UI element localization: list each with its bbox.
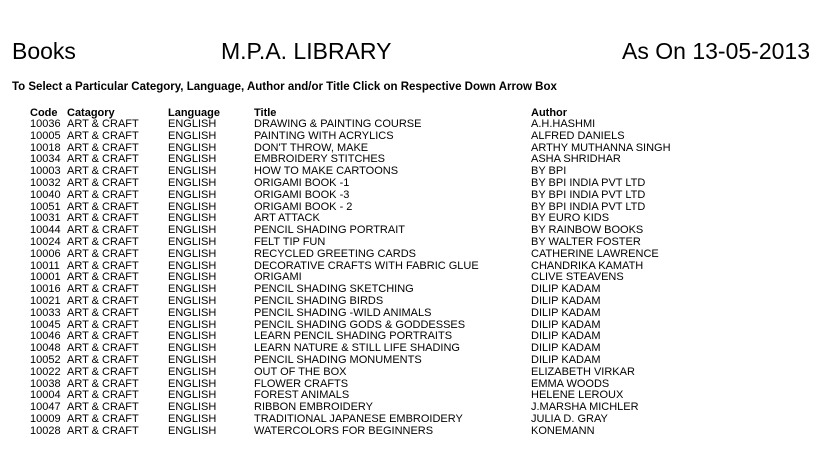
cell-language: ENGLISH — [168, 353, 217, 366]
cell-title: FELT TIP FUN — [254, 235, 326, 248]
cell-title: TRADITIONAL JAPANESE EMBROIDERY — [254, 412, 463, 425]
cell-code: 10045 — [30, 318, 61, 331]
cell-author: HELENE LEROUX — [531, 389, 624, 402]
cell-author: KONEMANN — [531, 424, 595, 437]
cell-code: 10006 — [30, 247, 61, 260]
sheet-name: Books — [12, 38, 76, 64]
cell-title: FOREST ANIMALS — [254, 389, 350, 402]
cell-code: 10028 — [30, 424, 61, 437]
table-row — [30, 131, 811, 143]
cell-category: ART & CRAFT — [67, 401, 139, 414]
cell-title: EMBROIDERY STITCHES — [254, 153, 386, 166]
cell-category: ART & CRAFT — [67, 342, 139, 355]
cell-language: ENGLISH — [168, 165, 217, 178]
cell-code: 10011 — [30, 259, 60, 272]
cell-author: DILIP KADAM — [531, 306, 601, 319]
cell-language: ENGLISH — [168, 342, 217, 355]
table-row — [30, 379, 811, 391]
cell-title: RIBBON EMBROIDERY — [254, 401, 373, 414]
cell-language: ENGLISH — [168, 188, 217, 201]
cell-author: BY BPI — [531, 165, 567, 178]
cell-author: CATHERINE LAWRENCE — [531, 247, 659, 260]
cell-code: 10018 — [30, 141, 61, 154]
cell-category: ART & CRAFT — [67, 141, 139, 154]
table-row — [30, 166, 811, 178]
table-row — [30, 426, 811, 438]
cell-language: ENGLISH — [168, 306, 217, 319]
table-row — [30, 119, 811, 131]
cell-category: ART & CRAFT — [67, 294, 139, 307]
cell-category: ART & CRAFT — [67, 176, 139, 189]
cell-language: ENGLISH — [168, 200, 217, 213]
cell-code: 10046 — [30, 330, 61, 343]
cell-category: ART & CRAFT — [67, 235, 139, 248]
cell-author: DILIP KADAM — [531, 353, 601, 366]
cell-category: ART & CRAFT — [67, 306, 139, 319]
cell-category: ART & CRAFT — [67, 271, 139, 284]
column-header-title[interactable]: Title — [254, 107, 277, 119]
cell-code: 10034 — [30, 153, 61, 166]
cell-author: JULIA D. GRAY — [531, 412, 608, 425]
cell-code: 10038 — [30, 377, 61, 390]
cell-category: ART & CRAFT — [67, 330, 139, 343]
cell-language: ENGLISH — [168, 389, 217, 402]
cell-author: BY EURO KIDS — [531, 212, 610, 225]
cell-title: ORIGAMI BOOK - 2 — [254, 200, 353, 213]
cell-author: EMMA WOODS — [531, 377, 610, 390]
cell-author: ALFRED DANIELS — [531, 129, 625, 142]
cell-author: BY BPI INDIA PVT LTD — [531, 176, 646, 189]
cell-category: ART & CRAFT — [67, 412, 139, 425]
cell-code: 10044 — [30, 224, 61, 237]
cell-category: ART & CRAFT — [67, 165, 139, 178]
cell-title: OUT OF THE BOX — [254, 365, 347, 378]
cell-title: ORIGAMI BOOK -3 — [254, 188, 350, 201]
cell-author: CHANDRIKA KAMATH — [531, 259, 644, 272]
table-row — [30, 237, 811, 249]
cell-title: PENCIL SHADING SKETCHING — [254, 283, 414, 296]
cell-code: 10001 — [30, 271, 61, 284]
cell-category: ART & CRAFT — [67, 377, 139, 390]
cell-code: 10031 — [30, 212, 61, 225]
cell-language: ENGLISH — [168, 401, 217, 414]
table-row — [30, 296, 811, 308]
cell-title: FLOWER CRAFTS — [254, 377, 349, 390]
cell-title: DECORATIVE CRAFTS WITH FABRIC GLUE — [254, 259, 479, 272]
cell-language: ENGLISH — [168, 224, 217, 237]
cell-category: ART & CRAFT — [67, 353, 139, 366]
cell-language: ENGLISH — [168, 424, 217, 437]
cell-author: DILIP KADAM — [531, 342, 601, 355]
cell-title: PENCIL SHADING BIRDS — [254, 294, 384, 307]
cell-category: ART & CRAFT — [67, 200, 139, 213]
cell-title: DON'T THROW, MAKE — [254, 141, 369, 154]
cell-category: ART & CRAFT — [67, 283, 139, 296]
cell-language: ENGLISH — [168, 259, 217, 272]
cell-category: ART & CRAFT — [67, 224, 139, 237]
table-row — [30, 202, 811, 214]
cell-language: ENGLISH — [168, 176, 217, 189]
cell-category: ART & CRAFT — [67, 153, 139, 166]
header-row — [12, 36, 810, 66]
cell-category: ART & CRAFT — [67, 259, 139, 272]
cell-author: CLIVE STEAVENS — [531, 271, 624, 284]
cell-language: ENGLISH — [168, 212, 217, 225]
cell-title: HOW TO MAKE CARTOONS — [254, 165, 399, 178]
table-row — [30, 390, 811, 402]
cell-author: DILIP KADAM — [531, 283, 601, 296]
cell-title: PAINTING WITH ACRYLICS — [254, 129, 394, 142]
cell-title: PENCIL SHADING GODS & GODDESSES — [254, 318, 466, 331]
cell-code: 10051 — [30, 200, 61, 213]
cell-title: ORIGAMI BOOK -1 — [254, 176, 350, 189]
cell-title: PENCIL SHADING MONUMENTS — [254, 353, 422, 366]
cell-language: ENGLISH — [168, 318, 217, 331]
table-row — [30, 261, 811, 273]
cell-title: WATERCOLORS FOR BEGINNERS — [254, 424, 434, 437]
cell-category: ART & CRAFT — [67, 424, 139, 437]
cell-language: ENGLISH — [168, 129, 217, 142]
table-row — [30, 355, 811, 367]
cell-title: ART ATTACK — [254, 212, 320, 225]
cell-author: DILIP KADAM — [531, 330, 601, 343]
books-table — [30, 107, 811, 438]
cell-code: 10003 — [30, 165, 61, 178]
table-row — [30, 284, 811, 296]
cell-code: 10036 — [30, 118, 61, 130]
cell-language: ENGLISH — [168, 377, 217, 390]
cell-code: 10022 — [30, 365, 61, 378]
cell-code: 10005 — [30, 129, 61, 142]
cell-title: LEARN NATURE & STILL LIFE SHADING — [254, 342, 460, 355]
cell-code: 10021 — [30, 294, 61, 307]
table-row — [30, 143, 811, 155]
cell-author: BY RAINBOW BOOKS — [531, 224, 644, 237]
table-row — [30, 178, 811, 190]
cell-code: 10024 — [30, 235, 61, 248]
cell-code: 10048 — [30, 342, 61, 355]
cell-title: ORIGAMI — [254, 271, 302, 284]
cell-language: ENGLISH — [168, 330, 217, 343]
cell-code: 10004 — [30, 389, 61, 402]
cell-code: 10040 — [30, 188, 61, 201]
cell-category: ART & CRAFT — [67, 247, 139, 260]
library-title: M.P.A. LIBRARY — [221, 38, 392, 64]
cell-category: ART & CRAFT — [67, 129, 139, 142]
cell-category: ART & CRAFT — [67, 318, 139, 331]
cell-author: ELIZABETH VIRKAR — [531, 365, 635, 378]
cell-author: BY WALTER FOSTER — [531, 235, 641, 248]
cell-category: ART & CRAFT — [67, 365, 139, 378]
table-row — [30, 190, 811, 202]
column-header-category[interactable]: Catagory — [67, 107, 115, 119]
cell-code: 10009 — [30, 412, 61, 425]
table-row — [30, 308, 811, 320]
cell-code: 10016 — [30, 283, 61, 296]
cell-code: 10032 — [30, 176, 61, 189]
instruction-text: To Select a Particular Category, Language, Author and/or Title Click on Respective Down Arrow Box — [12, 81, 557, 93]
cell-code: 10052 — [30, 353, 61, 366]
cell-code: 10033 — [30, 306, 61, 319]
cell-author: J.MARSHA MICHLER — [531, 401, 639, 414]
cell-title: PENCIL SHADING -WILD ANIMALS — [254, 306, 432, 319]
table-row — [30, 367, 811, 379]
column-header-author[interactable]: Author — [531, 107, 568, 119]
cell-author: A.H.HASHMI — [531, 118, 596, 130]
table-row — [30, 225, 811, 237]
table-row — [30, 272, 811, 284]
as-on-date: As On 13-05-2013 — [622, 38, 810, 64]
cell-author: DILIP KADAM — [531, 294, 601, 307]
cell-author: BY BPI INDIA PVT LTD — [531, 200, 646, 213]
table-row — [30, 249, 811, 261]
cell-language: ENGLISH — [168, 235, 217, 248]
column-header-language[interactable]: Language — [168, 107, 220, 119]
cell-language: ENGLISH — [168, 153, 217, 166]
cell-title: PENCIL SHADING PORTRAIT — [254, 224, 405, 237]
cell-author: DILIP KADAM — [531, 318, 601, 331]
cell-title: RECYCLED GREETING CARDS — [254, 247, 416, 260]
cell-author: ASHA SHRIDHAR — [531, 153, 621, 166]
cell-language: ENGLISH — [168, 141, 217, 154]
cell-category: ART & CRAFT — [67, 188, 139, 201]
table-row — [30, 414, 811, 426]
cell-author: ARTHY MUTHANNA SINGH — [531, 141, 671, 154]
table-row — [30, 213, 811, 225]
cell-author: BY BPI INDIA PVT LTD — [531, 188, 646, 201]
table-row — [30, 154, 811, 166]
column-header-code[interactable]: Code — [30, 107, 58, 119]
cell-category: ART & CRAFT — [67, 118, 139, 130]
cell-language: ENGLISH — [168, 247, 217, 260]
cell-category: ART & CRAFT — [67, 212, 139, 225]
cell-code: 10047 — [30, 401, 61, 414]
cell-language: ENGLISH — [168, 294, 217, 307]
cell-language: ENGLISH — [168, 118, 217, 130]
cell-language: ENGLISH — [168, 365, 217, 378]
cell-title: DRAWING & PAINTING COURSE — [254, 118, 422, 130]
cell-language: ENGLISH — [168, 412, 217, 425]
cell-category: ART & CRAFT — [67, 389, 139, 402]
cell-language: ENGLISH — [168, 283, 217, 296]
cell-language: ENGLISH — [168, 271, 217, 284]
cell-title: LEARN PENCIL SHADING PORTRAITS — [254, 330, 453, 343]
